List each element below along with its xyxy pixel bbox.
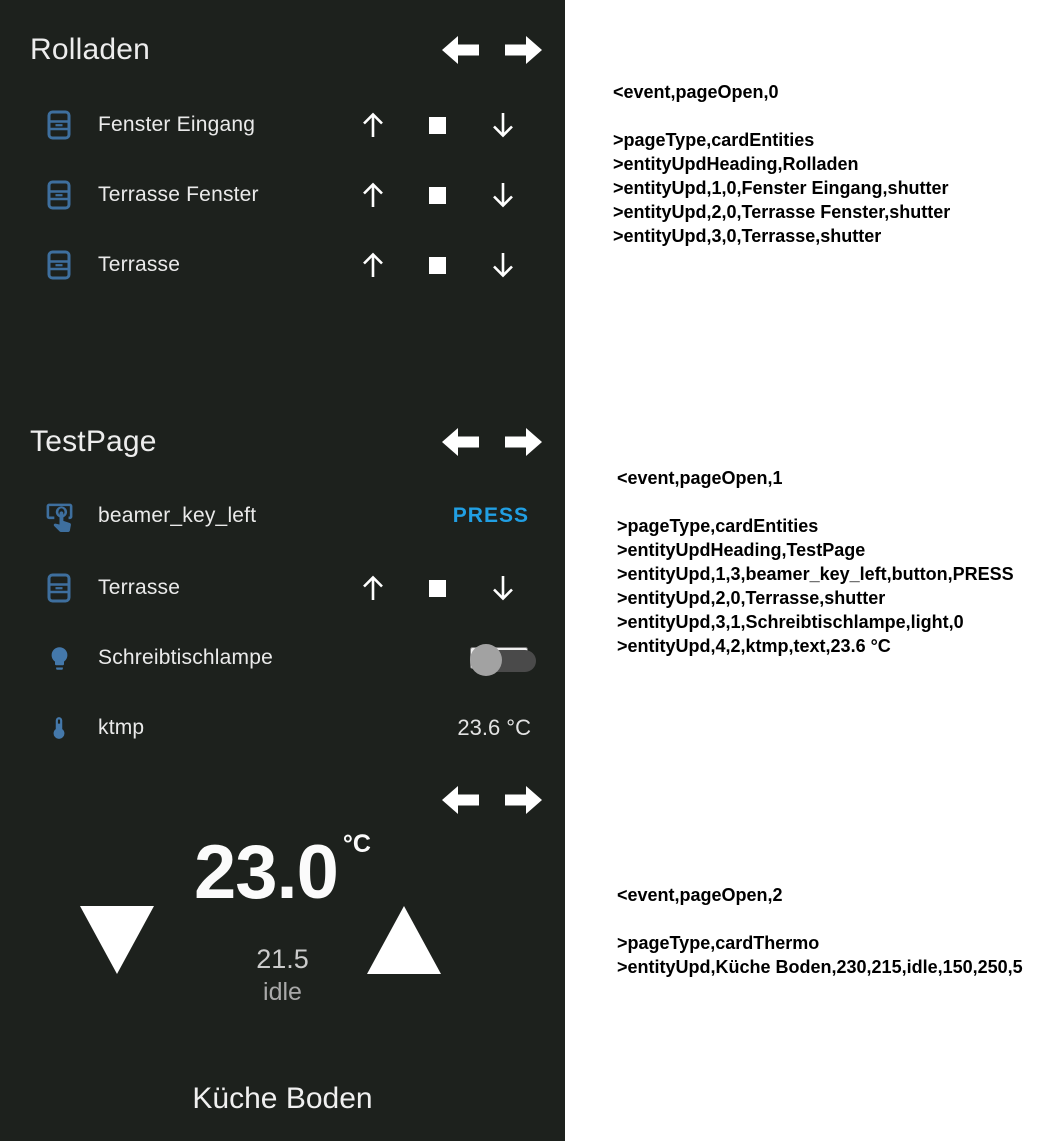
protocol-line: >entityUpdHeading,Rolladen bbox=[613, 154, 859, 174]
shutter-stop-button[interactable] bbox=[420, 177, 454, 213]
nav-right-button[interactable] bbox=[505, 785, 543, 815]
arrow-up-icon bbox=[358, 249, 388, 281]
entity-row bbox=[42, 700, 545, 756]
nav-right-button[interactable] bbox=[505, 35, 543, 65]
annotation-block bbox=[617, 466, 1014, 658]
card-testpage bbox=[0, 400, 565, 760]
shutter-down-button[interactable] bbox=[486, 247, 520, 283]
shutter-stop-button[interactable] bbox=[420, 570, 454, 606]
protocol-line: >entityUpd,1,0,Fenster Eingang,shutter bbox=[613, 178, 949, 198]
nav-left-icon bbox=[441, 53, 479, 68]
card-title: TestPage bbox=[30, 425, 157, 458]
arrow-up-icon bbox=[358, 179, 388, 211]
current-temperature-value: 23.0 bbox=[194, 830, 338, 915]
card-rolladen bbox=[0, 0, 565, 400]
nav-right-icon bbox=[505, 803, 543, 818]
entity-row bbox=[42, 560, 545, 616]
page-nav bbox=[441, 785, 543, 815]
nav-left-button[interactable] bbox=[441, 785, 479, 815]
current-temperature bbox=[0, 830, 565, 915]
event-line: <event,pageOpen,0 bbox=[613, 82, 779, 102]
page-nav bbox=[441, 427, 543, 457]
event-line: <event,pageOpen,1 bbox=[617, 468, 783, 488]
target-temperature: 21.5 bbox=[256, 944, 309, 974]
shutter-up-button[interactable] bbox=[356, 247, 390, 283]
stop-icon bbox=[429, 187, 446, 204]
protocol-line: >entityUpd,2,0,Terrasse,shutter bbox=[617, 588, 886, 608]
shutter-stop-button[interactable] bbox=[420, 247, 454, 283]
nav-right-icon bbox=[505, 445, 543, 460]
annotation-block bbox=[613, 80, 950, 248]
protocol-line: >pageType,cardThermo bbox=[617, 933, 820, 953]
protocol-line: >entityUpd,4,2,ktmp,text,23.6 °C bbox=[617, 636, 891, 656]
lightbulb-icon bbox=[42, 645, 76, 672]
nav-right-button[interactable] bbox=[505, 427, 543, 457]
blank-line bbox=[617, 490, 1014, 514]
nav-left-button[interactable] bbox=[441, 35, 479, 65]
thermometer-icon bbox=[42, 715, 76, 741]
entity-row bbox=[42, 630, 545, 686]
protocol-line: >entityUpd,3,1,Schreibtischlampe,light,0 bbox=[617, 612, 964, 632]
protocol-line: >entityUpd,1,3,beamer_key_left,button,PRESS bbox=[617, 564, 1014, 584]
arrow-down-icon bbox=[488, 572, 518, 604]
shutter-stop-button[interactable] bbox=[420, 107, 454, 143]
protocol-line: >pageType,cardEntities bbox=[613, 130, 815, 150]
stop-icon bbox=[429, 580, 446, 597]
shutter-up-button[interactable] bbox=[356, 177, 390, 213]
window-shutter-icon bbox=[42, 110, 76, 140]
window-shutter-icon bbox=[42, 180, 76, 210]
entity-row bbox=[42, 97, 545, 153]
entity-row bbox=[42, 488, 545, 544]
entity-row bbox=[42, 237, 545, 293]
card-title: Rolladen bbox=[30, 33, 151, 66]
entity-label: Fenster Eingang bbox=[98, 113, 256, 136]
protocol-line: >entityUpd,3,0,Terrasse,shutter bbox=[613, 226, 882, 246]
shutter-down-button[interactable] bbox=[486, 107, 520, 143]
entity-label: beamer_key_left bbox=[98, 504, 257, 527]
light-toggle[interactable] bbox=[470, 647, 528, 669]
stop-icon bbox=[429, 257, 446, 274]
window-shutter-icon bbox=[42, 250, 76, 280]
shutter-up-button[interactable] bbox=[356, 570, 390, 606]
hvac-state: idle bbox=[263, 978, 302, 1006]
protocol-line: >entityUpd,Küche Boden,230,215,idle,150,250,5 bbox=[617, 957, 1023, 977]
nav-left-icon bbox=[441, 445, 479, 460]
protocol-line: >entityUpdHeading,TestPage bbox=[617, 540, 866, 560]
entity-row bbox=[42, 167, 545, 223]
thermostat-title: Küche Boden bbox=[192, 1082, 373, 1115]
arrow-down-icon bbox=[488, 109, 518, 141]
toggle-knob bbox=[470, 644, 502, 676]
protocol-line: >entityUpd,2,0,Terrasse Fenster,shutter bbox=[613, 202, 951, 222]
window-shutter-icon bbox=[42, 573, 76, 603]
arrow-down-icon bbox=[488, 179, 518, 211]
arrow-up-icon bbox=[358, 572, 388, 604]
event-line: <event,pageOpen,2 bbox=[617, 885, 783, 905]
shutter-down-button[interactable] bbox=[486, 177, 520, 213]
shutter-down-button[interactable] bbox=[486, 570, 520, 606]
blank-line bbox=[613, 104, 950, 128]
entity-label: Terrasse bbox=[98, 253, 181, 276]
nav-right-icon bbox=[505, 53, 543, 68]
entity-label: Schreibtischlampe bbox=[98, 646, 273, 669]
arrow-up-icon bbox=[358, 109, 388, 141]
press-button[interactable]: PRESS bbox=[452, 504, 529, 527]
entity-label: Terrasse bbox=[98, 576, 181, 599]
protocol-line: >pageType,cardEntities bbox=[617, 516, 819, 536]
entity-label: Terrasse Fenster bbox=[98, 183, 259, 206]
page-nav bbox=[441, 35, 543, 65]
card-thermo bbox=[0, 760, 565, 1141]
nav-left-button[interactable] bbox=[441, 427, 479, 457]
annotation-block bbox=[617, 883, 1023, 979]
arrow-down-icon bbox=[488, 249, 518, 281]
entity-label: ktmp bbox=[98, 716, 145, 739]
stop-icon bbox=[429, 117, 446, 134]
temperature-unit: °C bbox=[342, 830, 371, 858]
sensor-value: 23.6 °C bbox=[457, 715, 531, 740]
nav-left-icon bbox=[441, 803, 479, 818]
blank-line bbox=[617, 907, 1023, 931]
shutter-up-button[interactable] bbox=[356, 107, 390, 143]
gesture-tap-button-icon bbox=[42, 501, 76, 532]
